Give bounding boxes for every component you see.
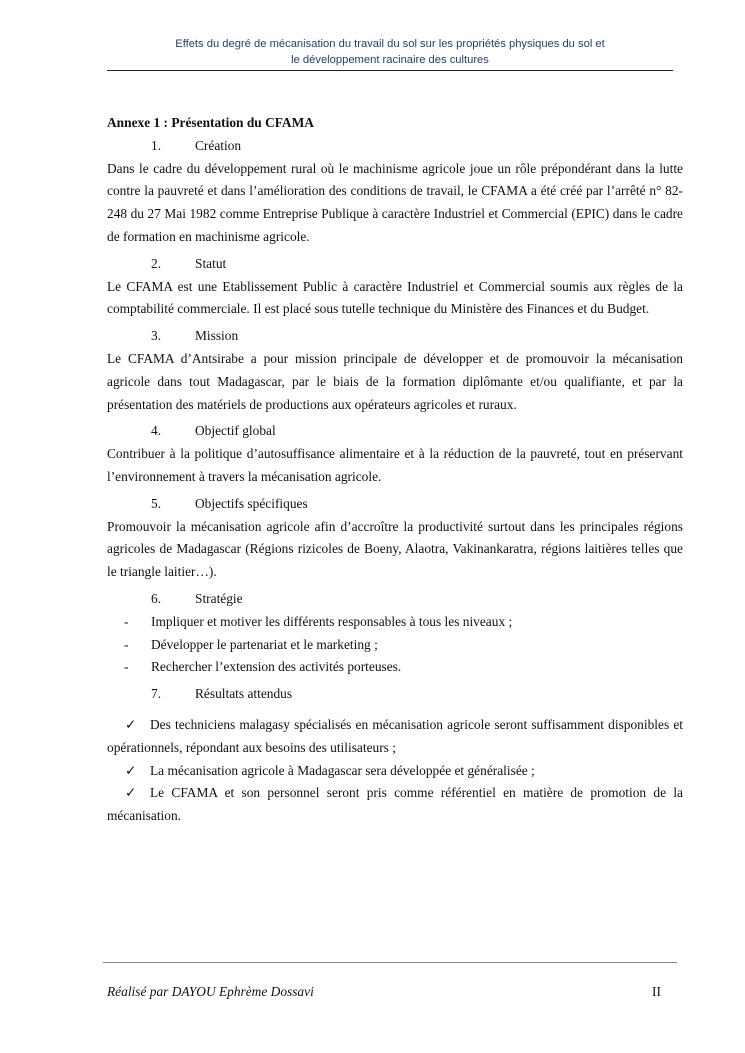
dash-bullet: - [124,659,129,675]
section-heading-strategie: 6. Stratégie [151,590,243,606]
checkmark-icon: ✓ [125,785,137,801]
section-heading-resultats: 7. Résultats attendus [151,686,293,702]
section-text-statut: Le CFAMA est une Etablissement Public à caractère Industriel et Commercial soumis aux règles de la comptabilité commerciale. Il est placé sous tutelle technique du Ministère des Finances et du Budget. [107,278,683,317]
strategy-list [107,611,683,679]
header-line-1: Effets du degré de mécanisation du travail du sol sur les propriétés physiques du sol et [175,38,605,50]
checkmark-icon: ✓ [125,762,137,778]
section-text-mission: Le CFAMA d’Antsirabe a pour mission principale de développer et de promouvoir la mécanisation agricole dans tout Madagascar, par le biais de la formation diplômante et/ou qualifiante, et par la présentation des matériels de productions aux opérateurs agricoles et ruraux. [107,350,683,412]
checkmark-icon: ✓ [125,716,137,732]
list-item: ✓ Le CFAMA et son personnel seront pris comme référentiel en matière de promotion de la mécanisation. [107,782,683,828]
list-item: - Rechercher l’extension des activités porteuses. [107,656,683,679]
footer-rule [103,962,677,963]
footer-author: Réalisé par DAYOU Ephrème Dossavi [107,984,314,999]
page-number: II [652,984,661,999]
list-item: - Impliquer et motiver les différents responsables à tous les niveaux ; [107,611,683,634]
header-line-2: le développement racinaire des cultures [291,54,489,66]
section-heading-creation: 1. Création [151,137,242,153]
list-item: ✓ Des techniciens malagasy spécialisés en mécanisation agricole seront suffisamment disponibles et opérationnels, répondant aux besoins des utilisateurs ; [107,714,683,760]
section-text-objectifs-specifiques: Promouvoir la mécanisation agricole afin d’accroître la productivité surtout dans les principales régions agricoles de Madagascar (Régions rizicoles de Boeny, Alaotra, Vakinankaratra, régions laitières telles que le triangle laitier…). [107,518,683,580]
annex-title: Annexe 1 : Présentation du CFAMA [107,115,314,130]
section-heading-objectifs-specifiques: 5. Objectifs spécifiques [151,495,308,511]
page-body [107,112,683,828]
list-item: ✓ La mécanisation agricole à Madagascar sera développée et généralisée ; [107,760,683,783]
dash-bullet: - [124,636,129,652]
running-header [107,36,673,68]
list-item: - Développer le partenariat et le marketing ; [107,634,683,657]
section-text-creation: Dans le cadre du développement rural où le machinisme agricole joue un rôle prépondérant dans la lutte contre la pauvreté et dans l’amélioration des conditions de travail, le CFAMA a été créé par l’arrêté n° 82-248 du 27 Mai 1982 comme Entreprise Publique à caractère Industriel et Commercial (EPIC) dans le cadre de formation en machinisme agricole. [107,160,683,244]
section-heading-statut: 2. Statut [151,255,227,271]
dash-bullet: - [124,613,129,629]
spacer [107,706,683,714]
section-text-objectif-global: Contribuer à la politique d’autosuffisance alimentaire et à la réduction de la pauvreté, tout en préservant l’environnement à travers la mécanisation agricole. [107,446,683,484]
header-rule [107,70,673,71]
section-heading-objectif-global: 4. Objectif global [151,423,276,439]
section-heading-mission: 3. Mission [151,328,239,344]
